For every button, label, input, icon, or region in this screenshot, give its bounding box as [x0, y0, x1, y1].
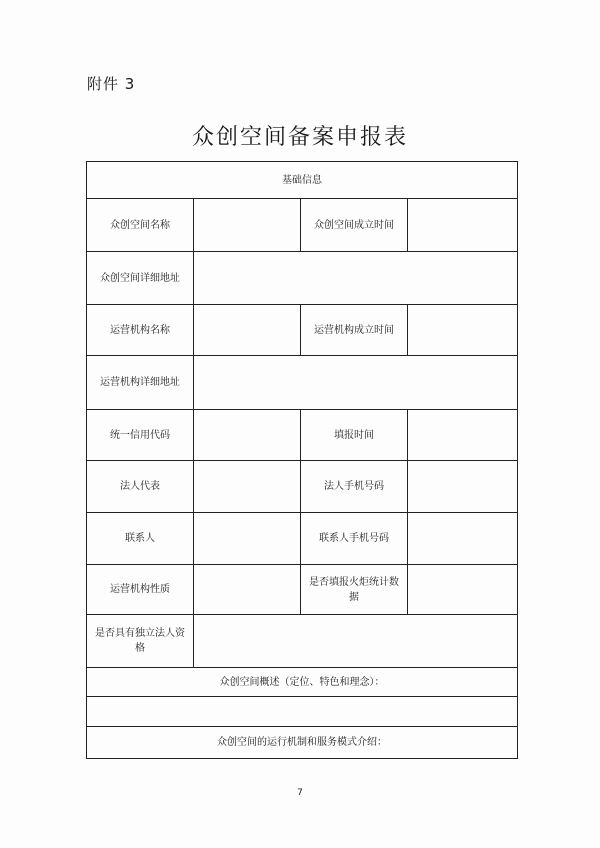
label-operating-mechanism: 众创空间的运行机制和服务模式介绍： — [87, 727, 518, 759]
label-operator-address: 运营机构详细地址 — [87, 356, 194, 410]
label-independent-legal: 是否具有独立法人资格 — [87, 615, 194, 668]
form-title: 众创空间备案申报表 — [191, 125, 408, 150]
label-space-name: 众创空间名称 — [87, 199, 194, 252]
label-space-overview: 众创空间概述（定位、特色和理念）： — [87, 668, 518, 697]
field-operator-address[interactable] — [194, 356, 518, 410]
label-contact-phone: 联系人手机号码 — [301, 513, 408, 565]
field-fill-date[interactable] — [408, 410, 518, 461]
label-contact: 联系人 — [87, 513, 194, 565]
label-torch-stats: 是否填报火炬统计数据 — [301, 565, 408, 615]
section-header-basic-info: 基础信息 — [87, 162, 518, 199]
field-space-address[interactable] — [194, 252, 518, 305]
label-operator-type: 运营机构性质 — [87, 565, 194, 615]
field-operator-name[interactable] — [194, 305, 301, 356]
field-space-founded[interactable] — [408, 199, 518, 252]
field-operator-type[interactable] — [194, 565, 301, 615]
field-contact-phone[interactable] — [408, 513, 518, 565]
field-legal-rep[interactable] — [194, 461, 301, 513]
label-legal-rep: 法人代表 — [87, 461, 194, 513]
field-credit-code[interactable] — [194, 410, 301, 461]
attachment-label: 附件 3 — [87, 75, 136, 93]
field-torch-stats[interactable] — [408, 565, 518, 615]
field-space-overview[interactable] — [87, 697, 518, 727]
field-legal-rep-phone[interactable] — [408, 461, 518, 513]
page-number: 7 — [297, 788, 303, 798]
label-fill-date: 填报时间 — [301, 410, 408, 461]
filing-form-table — [86, 161, 518, 759]
field-space-name[interactable] — [194, 199, 301, 252]
label-credit-code: 统一信用代码 — [87, 410, 194, 461]
field-contact[interactable] — [194, 513, 301, 565]
label-operator-name: 运营机构名称 — [87, 305, 194, 356]
label-legal-rep-phone: 法人手机号码 — [301, 461, 408, 513]
field-independent-legal[interactable] — [194, 615, 518, 668]
label-operator-founded: 运营机构成立时间 — [301, 305, 408, 356]
label-space-address: 众创空间详细地址 — [87, 252, 194, 305]
field-operator-founded[interactable] — [408, 305, 518, 356]
label-space-founded: 众创空间成立时间 — [301, 199, 408, 252]
